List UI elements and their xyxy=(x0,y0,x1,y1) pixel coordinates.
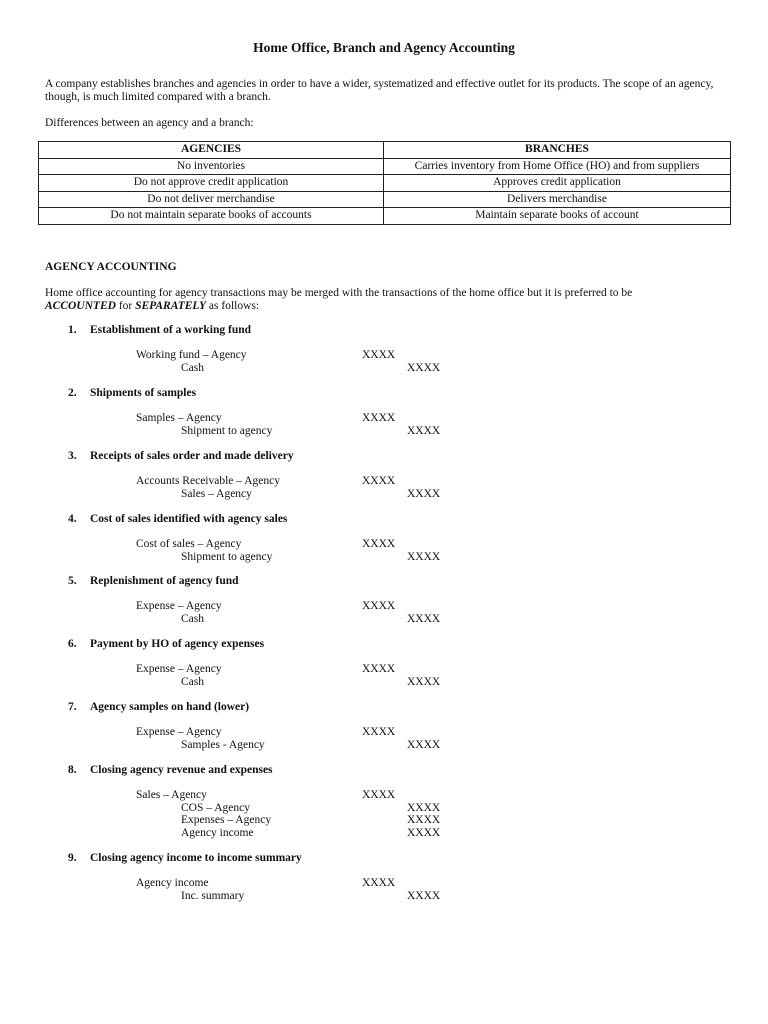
credit-account: Expenses – Agency xyxy=(181,814,272,827)
table-cell: Do not deliver merchandise xyxy=(39,191,384,208)
entry-step-label: Receipts of sales order and made delivery xyxy=(90,450,294,462)
credit-amount: XXXX xyxy=(407,827,441,840)
entry-step-title xyxy=(68,387,196,399)
entry-step-number: 8. xyxy=(68,764,77,776)
intro-text: as follows: xyxy=(206,299,260,312)
debit-amount: XXXX xyxy=(362,349,396,361)
credit-account: COS – Agency xyxy=(181,801,250,814)
entry-step-title xyxy=(68,575,239,587)
credit-amount: XXXX xyxy=(407,612,441,625)
agency-branch-comparison-table xyxy=(38,141,731,225)
table-cell: Approves credit application xyxy=(384,175,731,192)
emphasis-separately: SEPARATELY xyxy=(135,299,207,312)
credit-amount: XXXX xyxy=(407,738,441,751)
entry-step-label: Agency samples on hand (lower) xyxy=(90,701,250,713)
credit-account: Cash xyxy=(181,361,204,374)
table-row xyxy=(39,175,731,192)
entry-step-number: 4. xyxy=(68,513,77,525)
debit-account: Sales – Agency xyxy=(136,789,207,801)
credit-amount: XXXX xyxy=(407,801,441,814)
entry-step-label: Cost of sales identified with agency sales xyxy=(90,513,288,525)
table-cell: Delivers merchandise xyxy=(384,191,731,208)
credit-account: Shipment to agency xyxy=(181,550,273,563)
entry-step-number: 2. xyxy=(68,387,77,399)
entry-step-label: Closing agency income to income summary xyxy=(90,852,302,864)
debit-amount: XXXX xyxy=(362,475,396,487)
credit-account: Samples - Agency xyxy=(181,738,265,751)
debit-amount: XXXX xyxy=(362,726,396,738)
table-row xyxy=(39,208,731,225)
entry-step-title xyxy=(68,513,287,525)
intro-text: Home office accounting for agency transactions may be merged with the transactions of the home office but it is preferred to be xyxy=(45,287,633,299)
credit-account: Agency income xyxy=(181,827,254,840)
entry-step-number: 7. xyxy=(68,701,77,713)
debit-account: Samples – Agency xyxy=(136,412,222,424)
table-row xyxy=(39,158,731,175)
entry-step-number: 1. xyxy=(68,324,77,336)
agency-accounting-intro xyxy=(45,287,727,312)
entry-step-title xyxy=(68,764,273,776)
table-cell: Do not approve credit application xyxy=(39,175,384,192)
credit-amount: XXXX xyxy=(407,424,441,437)
credit-amount: XXXX xyxy=(407,889,441,902)
emphasis-accounted: ACCOUNTED xyxy=(45,299,116,312)
entry-step-label: Closing agency revenue and expenses xyxy=(90,764,273,776)
table-row xyxy=(39,191,731,208)
table-header-branches: BRANCHES xyxy=(384,142,731,159)
credit-amount: XXXX xyxy=(407,361,441,374)
entry-step-number: 3. xyxy=(68,450,77,462)
entry-step-label: Shipments of samples xyxy=(90,387,197,399)
intro-paragraph: A company establishes branches and agencies in order to have a wider, systematized and effective outlet for its products. The scope of an agency, though, is much limited compared with a branch. xyxy=(45,78,714,103)
table-header-agencies: AGENCIES xyxy=(39,142,384,159)
debit-amount: XXXX xyxy=(362,538,396,550)
entry-step-title xyxy=(68,701,249,713)
agency-accounting-heading: AGENCY ACCOUNTING xyxy=(45,261,177,273)
debit-amount: XXXX xyxy=(362,877,396,889)
intro-text: for xyxy=(115,299,136,312)
entry-step-title xyxy=(68,324,251,336)
debit-account: Expense – Agency xyxy=(136,600,222,612)
differences-label: Differences between an agency and a branch: xyxy=(45,117,254,129)
debit-amount: XXXX xyxy=(362,412,396,424)
debit-amount: XXXX xyxy=(362,600,396,612)
credit-amount: XXXX xyxy=(407,487,441,500)
table-header-row xyxy=(39,142,731,159)
debit-account: Working fund – Agency xyxy=(136,349,247,361)
entry-step-number: 5. xyxy=(68,575,77,587)
credit-amount: XXXX xyxy=(407,675,441,688)
debit-account: Accounts Receivable – Agency xyxy=(136,475,281,487)
credit-account: Cash xyxy=(181,675,204,688)
credit-account: Cash xyxy=(181,612,204,625)
debit-amount: XXXX xyxy=(362,663,396,675)
page-title: Home Office, Branch and Agency Accounting xyxy=(253,40,515,55)
credit-account: Inc. summary xyxy=(181,889,245,902)
entry-step-label: Replenishment of agency fund xyxy=(90,575,239,587)
entry-step-label: Establishment of a working fund xyxy=(90,324,252,336)
entry-step-title xyxy=(68,852,302,864)
entry-step-number: 9. xyxy=(68,852,77,864)
table-cell: Do not maintain separate books of accounts xyxy=(39,208,384,225)
entry-step-number: 6. xyxy=(68,638,77,650)
table-cell: Carries inventory from Home Office (HO) and from suppliers xyxy=(384,158,731,175)
debit-account: Expense – Agency xyxy=(136,726,222,738)
debit-account: Cost of sales – Agency xyxy=(136,538,242,550)
debit-account: Agency income xyxy=(136,877,209,889)
credit-account: Sales – Agency xyxy=(181,487,252,500)
entry-step-label: Payment by HO of agency expenses xyxy=(90,638,265,650)
table-cell: No inventories xyxy=(39,158,384,175)
credit-amount: XXXX xyxy=(407,814,441,827)
entry-step-title xyxy=(68,450,294,462)
debit-amount: XXXX xyxy=(362,789,396,801)
credit-account: Shipment to agency xyxy=(181,424,273,437)
debit-account: Expense – Agency xyxy=(136,663,222,675)
entry-step-title xyxy=(68,638,264,650)
credit-amount: XXXX xyxy=(407,550,441,563)
table-cell: Maintain separate books of account xyxy=(384,208,731,225)
